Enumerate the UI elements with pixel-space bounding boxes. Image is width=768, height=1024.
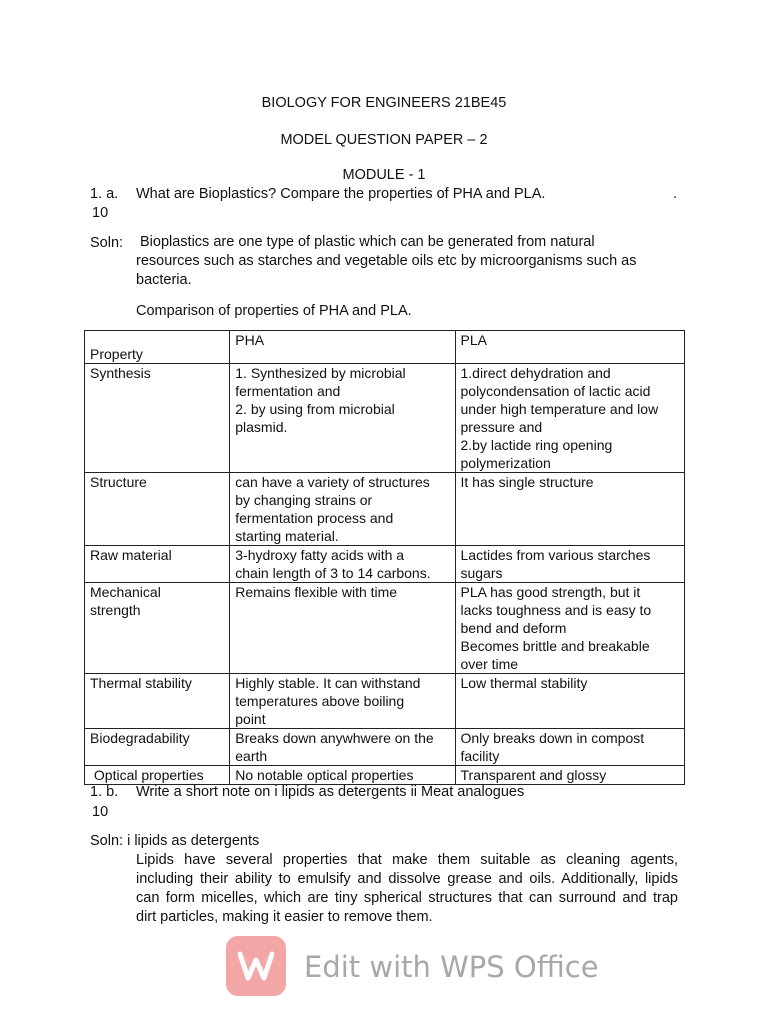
cell-line: Highly stable. It can withstand (235, 675, 421, 691)
cell-line: facility (460, 748, 500, 764)
cell-line: sugars (460, 565, 503, 581)
cell-line: Optical properties (90, 767, 204, 783)
cell-line: No notable optical properties (235, 767, 414, 783)
header-cell-pha (230, 331, 455, 364)
cell-line: chain length of 3 to 14 carbons. (235, 565, 431, 581)
pla-cell (455, 473, 685, 546)
header-label: PHA (235, 332, 265, 348)
pha-cell (230, 546, 455, 583)
cell-line: temperatures above boiling (235, 693, 405, 709)
soln-line: bacteria. (136, 272, 192, 288)
pha-cell (230, 364, 455, 473)
cell-line: bend and deform (460, 620, 567, 636)
pha-cell (230, 766, 455, 785)
cell-line: Only breaks down in compost (460, 730, 645, 746)
question-number: 1. b. (90, 784, 119, 800)
cell-line: under high temperature and low (460, 401, 659, 417)
cell-line: 3-hydroxy fatty acids with a (235, 547, 405, 563)
cell-line: starting material. (235, 528, 339, 544)
cell-line: Lactides from various starches (460, 547, 651, 563)
cell-line: can have a variety of structures (235, 474, 430, 490)
header-label: PLA (460, 332, 487, 348)
table-row (85, 729, 685, 766)
property-cell (85, 473, 230, 546)
wps-logo-icon (226, 936, 286, 996)
pla-cell (455, 583, 685, 674)
question-dot: . (673, 186, 678, 202)
comparison-table (84, 330, 685, 785)
table-row (85, 674, 685, 729)
cell-line: 1.direct dehydration and (460, 365, 611, 381)
table-row (85, 766, 685, 785)
cell-line: lacks toughness and is easy to (460, 602, 652, 618)
cell-line: polycondensation of lactic acid (460, 383, 651, 399)
cell-line: Breaks down anywhwere on the (235, 730, 434, 746)
question-marks: 10 (92, 205, 109, 221)
wps-logo-glyph (226, 936, 286, 996)
document-title: BIOLOGY FOR ENGINEERS 21BE45 (261, 95, 507, 111)
cell-line: Remains flexible with time (235, 584, 398, 600)
header-cell-pla (455, 331, 685, 364)
cell-line: strength (90, 602, 141, 618)
wps-watermark-text: Edit with WPS Office (304, 950, 599, 984)
para-line: dirt particles, making it easier to remove them. (136, 909, 433, 925)
para-line: including their ability to emulsify and dissolve grease and oils. Additionally, lipids (136, 871, 678, 887)
property-cell (85, 674, 230, 729)
para-line: Lipids have several properties that make them suitable as cleaning agents, (136, 852, 678, 868)
question-text: What are Bioplastics? Compare the properties of PHA and PLA. (136, 186, 546, 202)
cell-line: Synthesis (90, 365, 151, 381)
property-cell (85, 766, 230, 785)
table-row (85, 473, 685, 546)
lipids-paragraph (136, 851, 678, 927)
pha-cell (230, 729, 455, 766)
cell-line: Transparent and glossy (460, 767, 607, 783)
pla-cell (455, 766, 685, 785)
cell-line: 2. by using from microbial (235, 401, 395, 417)
cell-line: fermentation process and (235, 510, 394, 526)
soln-text (136, 233, 696, 290)
cell-line: pressure and (460, 419, 543, 435)
pla-cell (455, 674, 685, 729)
cell-line: earth (235, 748, 268, 764)
comparison-heading: Comparison of properties of PHA and PLA. (136, 303, 412, 319)
question-number: 1. a. (90, 186, 119, 202)
property-cell (85, 364, 230, 473)
pha-cell (230, 583, 455, 674)
header-label: Property (90, 346, 143, 362)
cell-line: 1. Synthesized by microbial (235, 365, 406, 381)
cell-line: fermentation and (235, 383, 341, 399)
cell-line: 2.by lactide ring opening (460, 437, 613, 453)
property-cell (85, 729, 230, 766)
paper-title: MODEL QUESTION PAPER – 2 (280, 132, 488, 148)
cell-line: point (235, 711, 266, 727)
table-row (85, 364, 685, 473)
header-cell-property (85, 331, 230, 364)
table-row (85, 546, 685, 583)
pla-cell (455, 546, 685, 583)
cell-line: Structure (90, 474, 147, 490)
question-marks: 10 (92, 804, 109, 820)
soln-line: resources such as starches and vegetable oils etc by microorganisms such as (136, 253, 637, 269)
property-cell (85, 546, 230, 583)
soln-label: Soln: (90, 235, 124, 251)
cell-line: by changing strains or (235, 492, 373, 508)
cell-line: PLA has good strength, but it (460, 584, 641, 600)
para-line: can form micelles, which are tiny spherical structures that can surround and trap (136, 890, 678, 906)
pla-cell (455, 364, 685, 473)
table-header-row (85, 331, 685, 364)
cell-line: Raw material (90, 547, 172, 563)
cell-line: plasmid. (235, 419, 288, 435)
table-row (85, 583, 685, 674)
property-cell (85, 583, 230, 674)
soln-heading: Soln: i lipids as detergents (90, 833, 260, 849)
pla-cell (455, 729, 685, 766)
cell-line: Thermal stability (90, 675, 192, 691)
cell-line: polymerization (460, 455, 551, 471)
cell-line: over time (460, 656, 519, 672)
pha-cell (230, 473, 455, 546)
cell-line: Becomes brittle and breakable (460, 638, 650, 654)
pha-cell (230, 674, 455, 729)
cell-line: Biodegradability (90, 730, 190, 746)
cell-line: Low thermal stability (460, 675, 588, 691)
soln-line: Bioplastics are one type of plastic which can be generated from natural (140, 234, 595, 250)
cell-line: It has single structure (460, 474, 594, 490)
question-text: Write a short note on i lipids as detergents ii Meat analogues (136, 784, 525, 800)
cell-line: Mechanical (90, 584, 161, 600)
module-title: MODULE - 1 (342, 167, 426, 183)
